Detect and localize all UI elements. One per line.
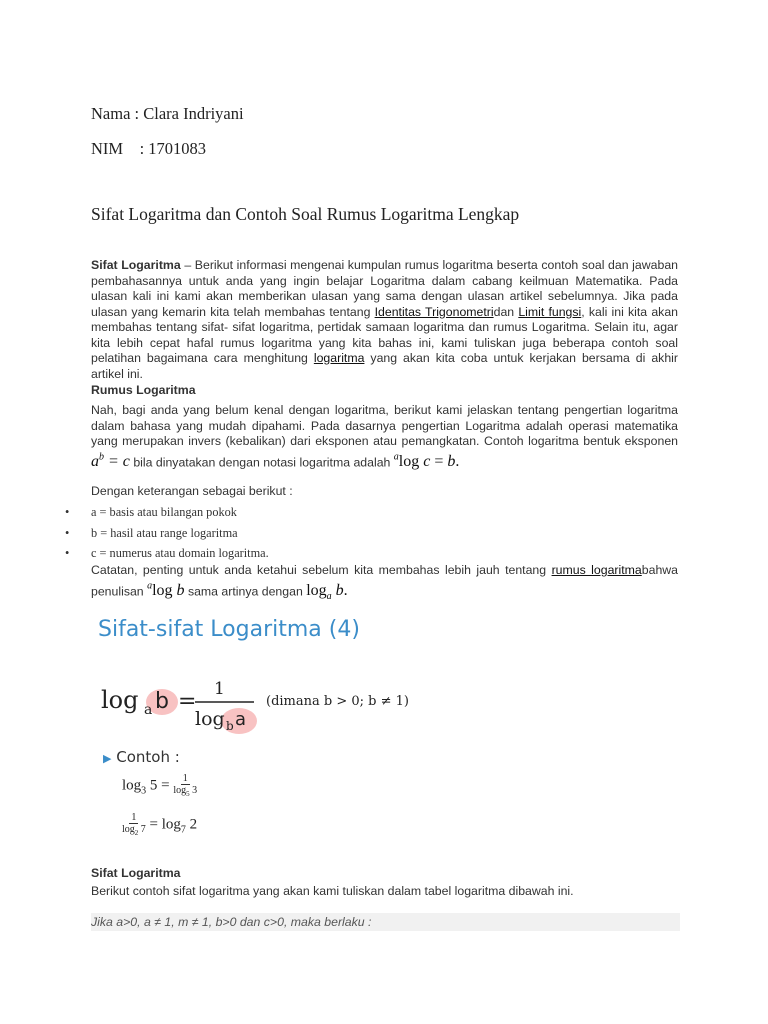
link-rumus-logaritma[interactable]: rumus logaritma [551, 563, 642, 577]
intro-text-3: , kali ini kita akan membahas tentang sifat- sifat logaritma, pertidak samaan logaritma dan rumus Logaritma. Selain itu, agar kita lebih cepat hafal rumus logaritma yang kita bahas ini, kami tuliskan juga beberapa contoh soal pelatihan bagaimana cara menghitung [91, 304, 678, 365]
keterangan-intro: Dengan keterangan sebagai berikut : [91, 484, 293, 498]
student-nim: NIM : 1701083 [91, 139, 207, 158]
log-notation-formula: $^a$log c = b. [393, 451, 460, 470]
image-title: Sifat-sifat Logaritma (4) [98, 617, 360, 642]
bullet-dot: • [65, 526, 70, 540]
intro-text-2: dan [493, 304, 519, 319]
condition-box: Jika a>0, a ≠ 1, m ≠ 1, b>0 dan c>0, maka berlaku : [91, 913, 680, 931]
example-2: $\frac{1}{\log_2 7}$ = $\log_7 2$ [122, 812, 198, 837]
condition-text: (dimana b > 0; b ≠ 1) [266, 694, 409, 709]
list-item: c = numerus atau domain logaritma. [91, 546, 269, 560]
example-1: $\log_3 5$ = $\frac{1}{\log_5 3}$ [122, 773, 198, 798]
denominator-a: a [235, 709, 247, 730]
sifat-paragraph: Berikut contoh sifat logaritma yang akan kami tuliskan dalam tabel logaritma dibawah ini. [91, 884, 574, 898]
subscript-b: b [226, 719, 234, 733]
formula-image [101, 672, 431, 742]
intro-text-4: yang akan kita coba untuk kerjakan bersama di akhir artikel ini. [91, 351, 678, 381]
rumus-text-2: bila dinyatakan dengan notasi logaritma adalah [129, 454, 394, 469]
list-item: b = hasil atau range logaritma [91, 526, 238, 540]
equals-sign: = [178, 689, 197, 714]
log-subscript-notation: $\log_a b$. [306, 581, 348, 603]
link-logaritma[interactable]: logaritma [313, 351, 365, 365]
intro-bold-lead: Sifat Logaritma [91, 258, 181, 272]
student-name: Nama : Clara Indriyani [91, 104, 244, 123]
exponent-formula: $a^b = c$ [91, 451, 130, 470]
catatan-paragraph [91, 563, 678, 605]
link-identitas-trigonometri[interactable]: Identitas Trigonometri [374, 304, 494, 319]
rumus-text-1: Nah, bagi anda yang belum kenal dengan logaritma, berikut kami jelaskan tentang pengertian logaritma dalam bahasa yang mudah dipahami. Pada dasarnya pengertian Logaritma adalah operasi matematika yang merupakan invers (kebalikan) dari eksponen atau pemangkatan. Contoh logaritma bentuk eksponen [91, 403, 678, 448]
contoh-label-text: Contoh : [116, 748, 180, 766]
intro-text-1: – Berikut informasi mengenai kumpulan rumus logaritma beserta contoh soal dan jawaban pembahasannya untuk anda yang ingin belajar Logaritma dalam cabang keilmuan Matematika. Pada ulasan kali ini kami akan memberikan ulasan yang sama dengan ulasan artikel sebelumnya. Jika pada ulasan yang kemarin kita telah membahas tentang [91, 258, 678, 319]
log-text: log [101, 686, 139, 714]
bullet-dot: • [65, 546, 70, 560]
formula-svg [101, 672, 431, 742]
triangle-icon: ▶ [103, 752, 112, 765]
contoh-label [103, 748, 180, 766]
numerator-1: 1 [214, 679, 225, 699]
sifat-heading: Sifat Logaritma [91, 866, 181, 880]
link-limit-fungsi[interactable]: Limit fungsi [518, 304, 582, 319]
catatan-text-2: bahwa penulisan [91, 563, 679, 598]
catatan-text-3: sama artinya dengan [184, 583, 307, 598]
bullet-dot: • [65, 505, 70, 519]
rumus-heading: Rumus Logaritma [91, 383, 196, 397]
intro-paragraph [91, 258, 678, 382]
subscript-a: a [144, 702, 153, 718]
rumus-paragraph [91, 403, 678, 470]
denominator-log: log [195, 708, 225, 730]
catatan-text-1: Catatan, penting untuk anda ketahui sebelum kita membahas lebih jauh tentang [91, 563, 552, 577]
list-item: a = basis atau bilangan pokok [91, 505, 237, 519]
arg-b: b [155, 689, 169, 714]
document-title: Sifat Logaritma dan Contoh Soal Rumus Logaritma Lengkap [91, 204, 520, 224]
log-notation-a-b: $^a$log b [147, 580, 185, 599]
